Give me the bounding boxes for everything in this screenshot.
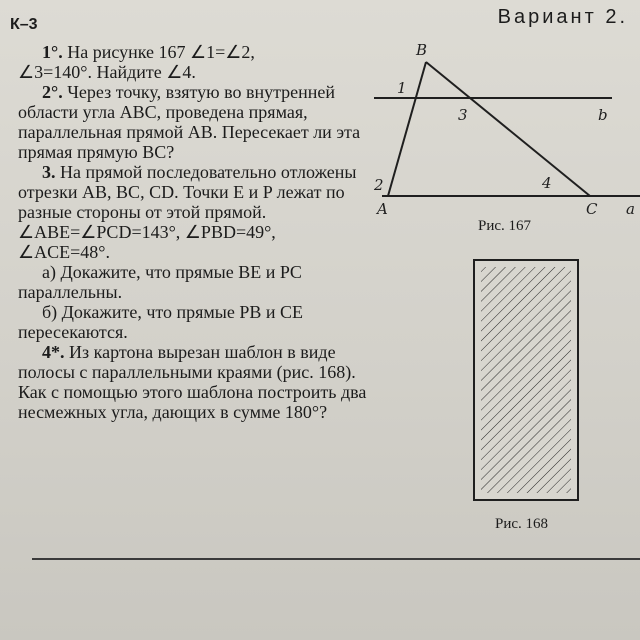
label-B: B bbox=[416, 41, 428, 59]
angle-1-label: 1 bbox=[397, 79, 407, 97]
figure-167-caption: Рис. 167 bbox=[478, 218, 532, 234]
problem-3-part-a: а) Докажите, что прямые BE и PC параллельны. bbox=[18, 262, 302, 302]
page-divider bbox=[32, 558, 640, 560]
test-code: К–3 bbox=[10, 16, 38, 33]
label-C: C bbox=[586, 200, 598, 218]
problem-3-text: На прямой последовательно отложены отрезки AB, BC, CD. Точки E и P лежат по разные стороны от этой прямой. ∠ABE=∠PCD=143°, ∠PBD=49°, ∠ACE=48°. bbox=[18, 162, 357, 262]
problem-1-line-2: ∠3=140°. Найдите ∠4. bbox=[18, 62, 196, 82]
figure-168-caption: Рис. 168 bbox=[495, 516, 549, 532]
problem-2-text: Через точку, взятую во внутренней области угла ABC, проведена прямая, параллельная прямой AB. Пересекает ли эта прямая прямую BC? bbox=[18, 82, 361, 162]
problem-4-number: 4*. bbox=[42, 342, 65, 362]
problem-1-number: 1°. bbox=[42, 42, 63, 62]
angle-3-label: 3 bbox=[458, 106, 468, 124]
label-a: a bbox=[626, 200, 635, 218]
problem-2-number: 2°. bbox=[42, 82, 63, 102]
problem-1-line-1: На рисунке 167 ∠1=∠2, bbox=[67, 42, 255, 62]
variant-title: Вариант 2. bbox=[497, 6, 628, 28]
strip-hatching bbox=[481, 267, 571, 493]
problem-3-part-b: б) Докажите, что прямые PB и CE пересекаются. bbox=[18, 302, 304, 342]
angle-2-label: 2 bbox=[374, 176, 384, 194]
problem-3-number: 3. bbox=[42, 162, 56, 182]
label-b: b bbox=[598, 106, 608, 124]
problem-4-text: Из картона вырезан шаблон в виде полосы с параллельными краями (рис. 168). Как с помощью этого шаблона построить два несмежных угла, дающих в сумме 180°? bbox=[18, 342, 367, 422]
angle-4-label: 4 bbox=[542, 174, 552, 192]
label-A: A bbox=[377, 200, 388, 218]
